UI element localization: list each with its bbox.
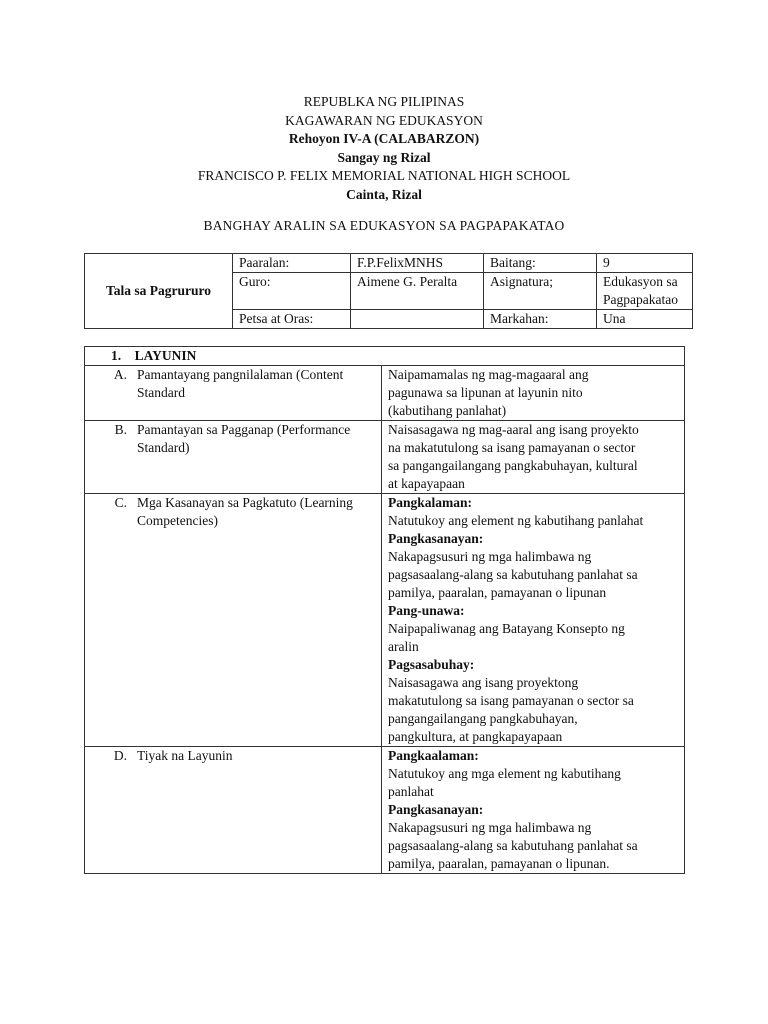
row-c-line: makatutulong sa isang pamayanan o sector sa [388,693,634,708]
layunin-heading-row [85,347,685,366]
header-location: Cainta, Rizal [346,186,422,202]
row-a-label [137,366,375,402]
header-division: Sangay ng Rizal [337,149,431,165]
pagsasabuhay-heading: Pagsasabuhay: [388,657,475,672]
document-title: BANGHAY ARALIN SA EDUKASYON SA PAGPAPAKATAO [203,218,565,233]
row-c-line: pagsasaalang-alang sa kabutuhang panlahat sa [388,567,638,582]
row-c-label-line: Mga Kasanayan sa Pagkatuto (Learning [137,495,353,510]
row-b-letter: B. [114,422,127,437]
row-a-label-line: Standard [137,385,185,400]
row-b-left [85,421,382,494]
header-region: Rehoyon IV-A (CALABARZON) [288,131,480,146]
pangkasanayan-heading: Pangkasanayan: [388,531,484,546]
row-d-line: pamilya, paaralan, pamayanan o lipunan. [388,856,610,871]
layunin-row-c [85,494,685,747]
layunin-title: LAYUNIN [134,348,197,363]
petsa-label: Petsa at Oras: [233,310,351,329]
row-b-label-line: Pamantayan sa Pagganap (Performance [137,422,351,437]
header-school: FRANCISCO P. FELIX MEMORIAL NATIONAL HIGH SCHOOL [197,168,571,183]
row-a-line: Naipamamalas ng mag-magaaral ang [388,367,589,382]
info-row [85,254,693,273]
pangkaalaman-heading: Pangkaalaman: [388,748,479,763]
paaralan-value: F.P.FelixMNHS [351,254,484,273]
row-c-label [137,494,375,530]
row-c-line: Naisasagawa ang isang proyektong [388,675,579,690]
row-d-line: pagsasaalang-alang sa kabutuhang panlahat sa [388,838,638,853]
asignatura-label: Asignatura; [484,273,597,310]
petsa-value [351,310,484,329]
layunin-row-b [85,421,685,494]
layunin-row-a [85,366,685,421]
row-b-item [85,421,375,457]
row-a-label-line: Pamantayang pangnilalaman (Content [137,367,344,382]
baitang-value: 9 [597,254,693,273]
asignatura-value-line: Pagpapakatao [603,292,678,307]
markahan-value: Una [597,310,693,329]
row-d-label [137,747,375,765]
guro-label: Guro: [233,273,351,310]
row-a-line: pagunawa sa lipunan at layunin nito [388,385,583,400]
row-d-item [85,747,375,765]
row-d-line: panlahat [388,784,434,799]
row-c-line: pamilya, paaralan, pamayanan o lipunan [388,585,607,600]
row-c-content [382,494,685,747]
layunin-heading [85,347,685,366]
row-d-label-line: Tiyak na Layunin [137,748,233,763]
row-c-line: aralin [388,639,419,654]
markahan-label: Markahan: [484,310,597,329]
row-a-content [382,366,685,421]
row-a-line: (kabutihang panlahat) [388,403,507,418]
layunin-table [84,346,685,874]
layunin-number: 1. [111,348,122,363]
row-b-line: sa pangangailangang pangkabuhayan, kultural [388,458,638,473]
pangkasanayan-heading: Pangkasanayan: [388,802,484,817]
row-d-line: Nakapagsusuri ng mga halimbawa ng [388,820,592,835]
row-d-line: Natutukoy ang mga element ng kabutihang [388,766,621,781]
row-c-label-line: Competencies) [137,513,218,528]
row-b-label-line: Standard) [137,440,190,455]
row-d-letter: D. [113,748,127,763]
row-c-line: Natutukoy ang element ng kabutihang panlahat [388,513,644,528]
pang-unawa-heading: Pang-unawa: [388,603,465,618]
row-b-label [137,421,375,457]
pangkalaman-heading: Pangkalaman: [388,495,473,510]
header-country: REPUBLKA NG PILIPINAS [303,94,465,109]
row-c-line: Naipapaliwanag ang Batayang Konsepto ng [388,621,625,636]
baitang-label: Baitang: [484,254,597,273]
paaralan-label: Paaralan: [233,254,351,273]
row-a-left [85,366,382,421]
info-side-label: Tala sa Pagrururo [85,254,233,329]
info-table [84,253,693,329]
row-c-line: pangangailangang pangkabuhayan, [388,711,578,726]
layunin-row-d [85,747,685,874]
row-d-left [85,747,382,874]
row-c-item [85,494,375,530]
row-a-letter: A. [113,367,127,382]
asignatura-value-line: Edukasyon sa [603,274,678,289]
row-b-line: na makatutulong sa isang pamayanan o sector [388,440,636,455]
row-c-line: Nakapagsusuri ng mga halimbawa ng [388,549,592,564]
row-d-content [382,747,685,874]
asignatura-value [597,273,693,310]
header-department: KAGAWARAN NG EDUKASYON [285,112,483,128]
guro-value: Aimene G. Peralta [351,273,484,310]
row-b-line: at kapayapaan [388,476,465,491]
row-a-item [85,366,375,402]
document-header [0,93,768,204]
row-b-content [382,421,685,494]
row-b-line: Naisasagawa ng mag-aaral ang isang proyekto [388,422,639,437]
row-c-letter: C. [114,495,127,510]
row-c-left [85,494,382,747]
row-c-line: pangkultura, at pangkapayapaan [388,729,563,744]
